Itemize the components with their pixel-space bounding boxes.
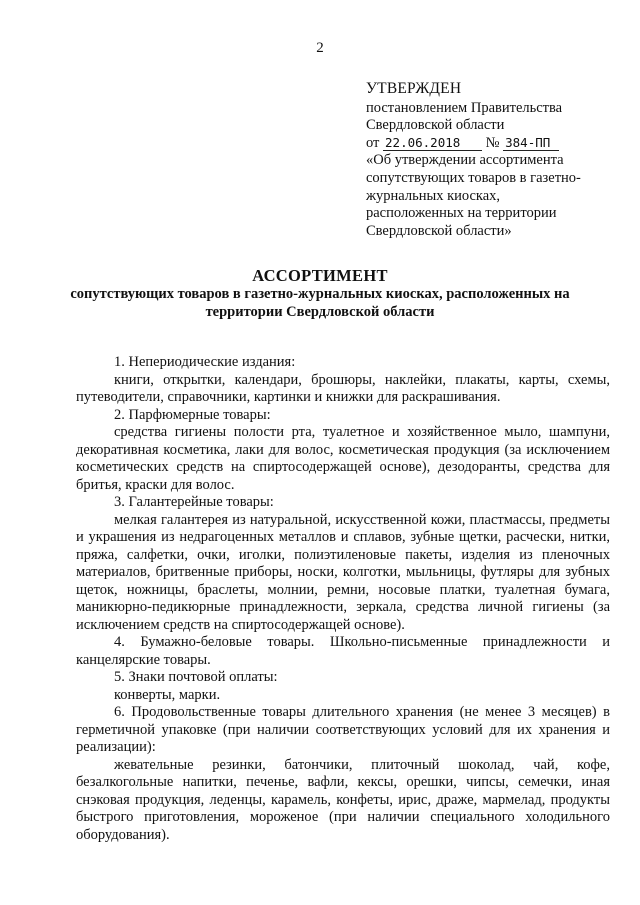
approval-line-2: Свердловской области [366, 117, 505, 134]
approval-number: 384-ПП [503, 136, 559, 151]
approval-stamp [366, 80, 616, 240]
paragraph-5: 3. Галантерейные товары: [114, 494, 274, 510]
page-number: 2 [316, 40, 324, 56]
paragraph-7: 4. Бумажно-беловые товары. Школьно-письменные принадлежности и канцелярские товары. [76, 634, 610, 668]
from-label: от [366, 134, 380, 151]
doc-title-line-5: Свердловской области» [366, 222, 512, 239]
paragraph-1: 1. Непериодические издания: [114, 354, 296, 370]
approval-date-line [366, 135, 616, 153]
doc-title-line-4: расположенных на территории [366, 205, 557, 222]
approval-date: 22.06.2018 [383, 136, 482, 151]
document-title: АССОРТИМЕНТ [252, 266, 388, 285]
paragraph-9: конверты, марки. [114, 686, 221, 703]
paragraph-3: 2. Парфюмерные товары: [114, 406, 271, 423]
doc-title-line-1: «Об утверждении ассортимента [366, 152, 564, 169]
document-subtitle: сопутствующих товаров в газетно-журнальных киосках, расположенных на территории Свердловской области [70, 286, 570, 320]
doc-title-line-2: сопутствующих товаров в газетно- [366, 169, 581, 186]
approval-line-1: постановлением Правительства [366, 99, 563, 116]
paragraph-8: 5. Знаки почтовой оплаты: [114, 669, 278, 685]
paragraph-10: 6. Продовольственные товары длительного хранения (не менее 3 месяцев) в герметичной упаковке (при наличии соответствующих условий для их хранения и реализации): [76, 704, 610, 755]
document-body [76, 354, 610, 844]
paragraph-2: книги, открытки, календари, брошюры, наклейки, плакаты, карты, схемы, путеводители, справочники, картинки и книжки для раскрашивания. [76, 371, 610, 405]
approved-heading: УТВЕРЖДЕН [366, 80, 462, 97]
paragraph-11: жевательные резинки, батончики, плиточный шоколад, чай, кофе, безалкогольные напитки, печенье, вафли, кексы, орешки, чипсы, семечки, иная снэковая продукция, леденцы, карамель, конфеты, ирис, драже, мармелад, продукты быстрого приготовления, мороженое (при наличии специального холодильного оборудования). [76, 756, 610, 843]
paragraph-4: средства гигиены полости рта, туалетное и хозяйственное мыло, шампуни, декоративная косметика, лаки для волос, косметическая продукция (за исключением косметических средств на спиртосодержащей основе), дезодоранты, средства для бритья, краски для волос. [76, 424, 610, 493]
number-label: № [485, 134, 500, 151]
paragraph-6: мелкая галантерея из натуральной, искусственной кожи, пластмассы, предметы и украшения из недрагоценных металлов и сплавов, зубные щетки, расчески, нитки, пряжа, салфетки, очки, иголки, полиэтиленовые пакеты, изделия из пленочных материалов, бритвенные приборы, носки, колготки, мыльницы, футляры для зубных щеток, ножницы, браслеты, молнии, ремни, носовые платки, туалетная бумага, маникюрно-педикюрные принадлежности, зеркала, средства личной гигиены (за исключением средств на спиртосодержащей основе). [76, 511, 610, 633]
doc-title-line-3: журнальных киосках, [366, 187, 501, 204]
